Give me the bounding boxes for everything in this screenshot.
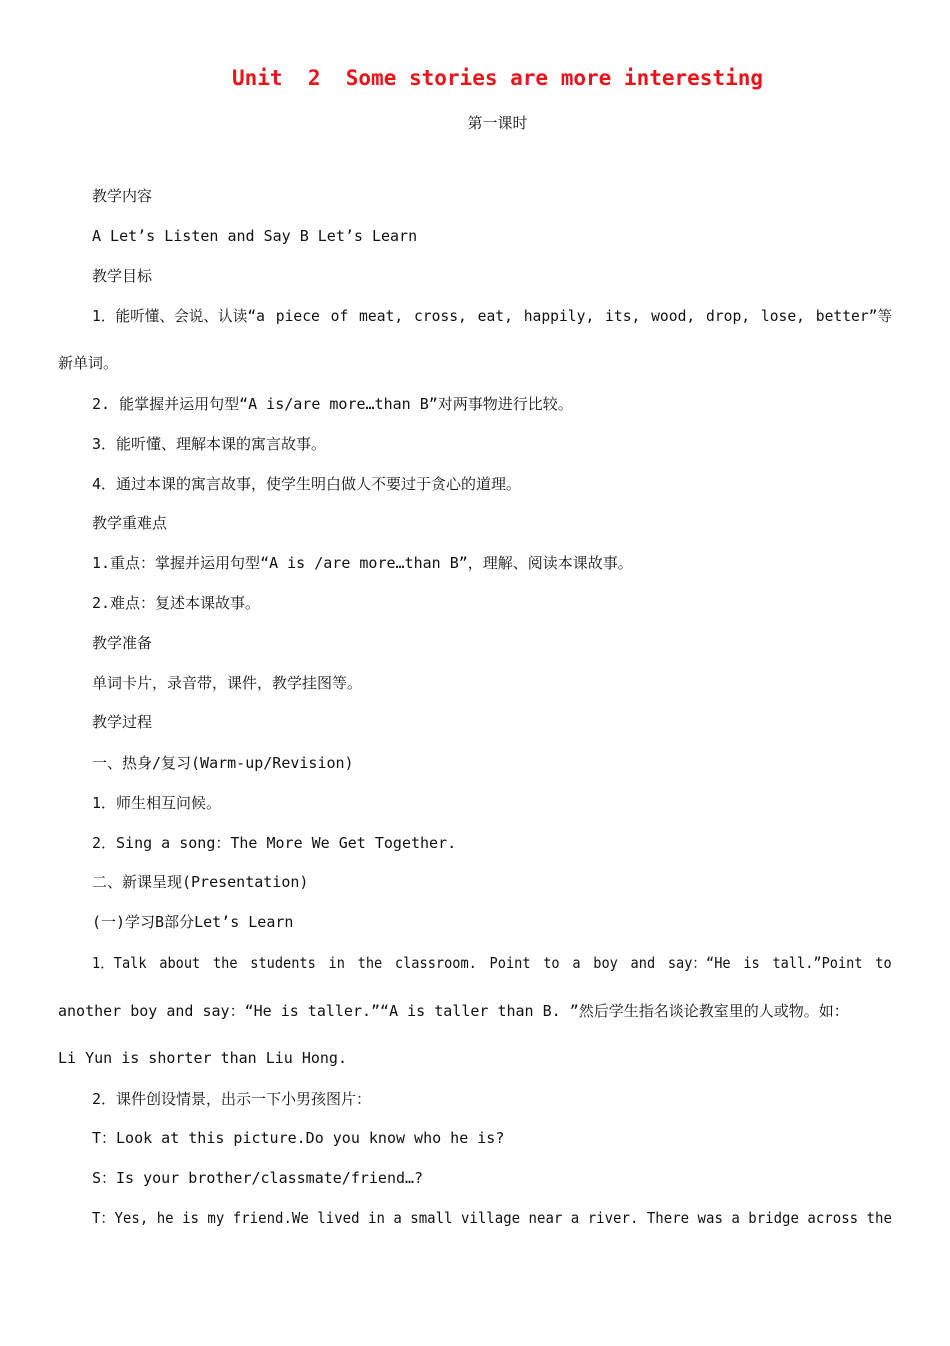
- paragraph-line: 2．课件创设情景，出示一下小男孩图片：: [92, 1090, 372, 1108]
- heading-preparation: 教学准备: [92, 634, 153, 652]
- paragraph-line: 一、热身/复习(Warm-up/Revision): [92, 754, 354, 772]
- paragraph-line: 4．通过本课的寓言故事，使学生明白做人不要过于贪心的道理。: [92, 475, 522, 493]
- paragraph-line: 2．Sing a song：The More We Get Together.: [92, 834, 457, 852]
- paragraph-line: 2. 能掌握并运用句型“A is/are more…than B”对两事物进行比较。: [92, 395, 573, 413]
- paragraph-line: another boy and say：“He is taller.”“A is taller than B. ”然后学生指名谈论教室里的人或物。如：: [58, 1002, 849, 1020]
- paragraph-line: S：Is your brother/classmate/friend…?: [92, 1169, 424, 1187]
- heading-key-points: 教学重难点: [92, 514, 168, 532]
- paragraph-line: 新单词。: [58, 354, 119, 372]
- paragraph-line: (一)学习B部分Let’s Learn: [92, 913, 294, 931]
- paragraph-line: 3．能听懂、理解本课的寓言故事。: [92, 435, 327, 453]
- paragraph-line: 1．师生相互问候。: [92, 794, 222, 812]
- paragraph-line: 1.重点：掌握并运用句型“A is /are more…than B”，理解、阅读本课故事。: [92, 554, 633, 572]
- document-title: Unit 2 Some stories are more interesting: [231, 66, 763, 90]
- paragraph-line: A Let’s Listen and Say B Let’s Learn: [92, 227, 418, 245]
- heading-process: 教学过程: [92, 713, 153, 731]
- lesson-subtitle: 第一课时: [467, 114, 528, 132]
- paragraph-line: T：Look at this picture.Do you know who he is?: [92, 1129, 505, 1147]
- paragraph-line: 二、新课呈现(Presentation): [92, 873, 309, 891]
- heading-content: 教学内容: [92, 187, 153, 205]
- paragraph-line: 2.难点：复述本课故事。: [92, 594, 261, 612]
- paragraph-line: Li Yun is shorter than Liu Hong.: [58, 1049, 347, 1067]
- heading-objectives: 教学目标: [92, 267, 153, 285]
- paragraph-line: 1．能听懂、会说、认读“a piece of meat, cross, eat, happily, its, wood, drop, lose, better”等: [92, 307, 893, 325]
- paragraph-line: 1．Talk about the students in the classroom. Point to a boy and say：“He is tall.”Point to: [92, 954, 892, 972]
- paragraph-line: 单词卡片，录音带，课件，教学挂图等。: [92, 674, 363, 692]
- paragraph-line: T：Yes, he is my friend.We lived in a small village near a river. There was a bridge across the: [92, 1209, 892, 1227]
